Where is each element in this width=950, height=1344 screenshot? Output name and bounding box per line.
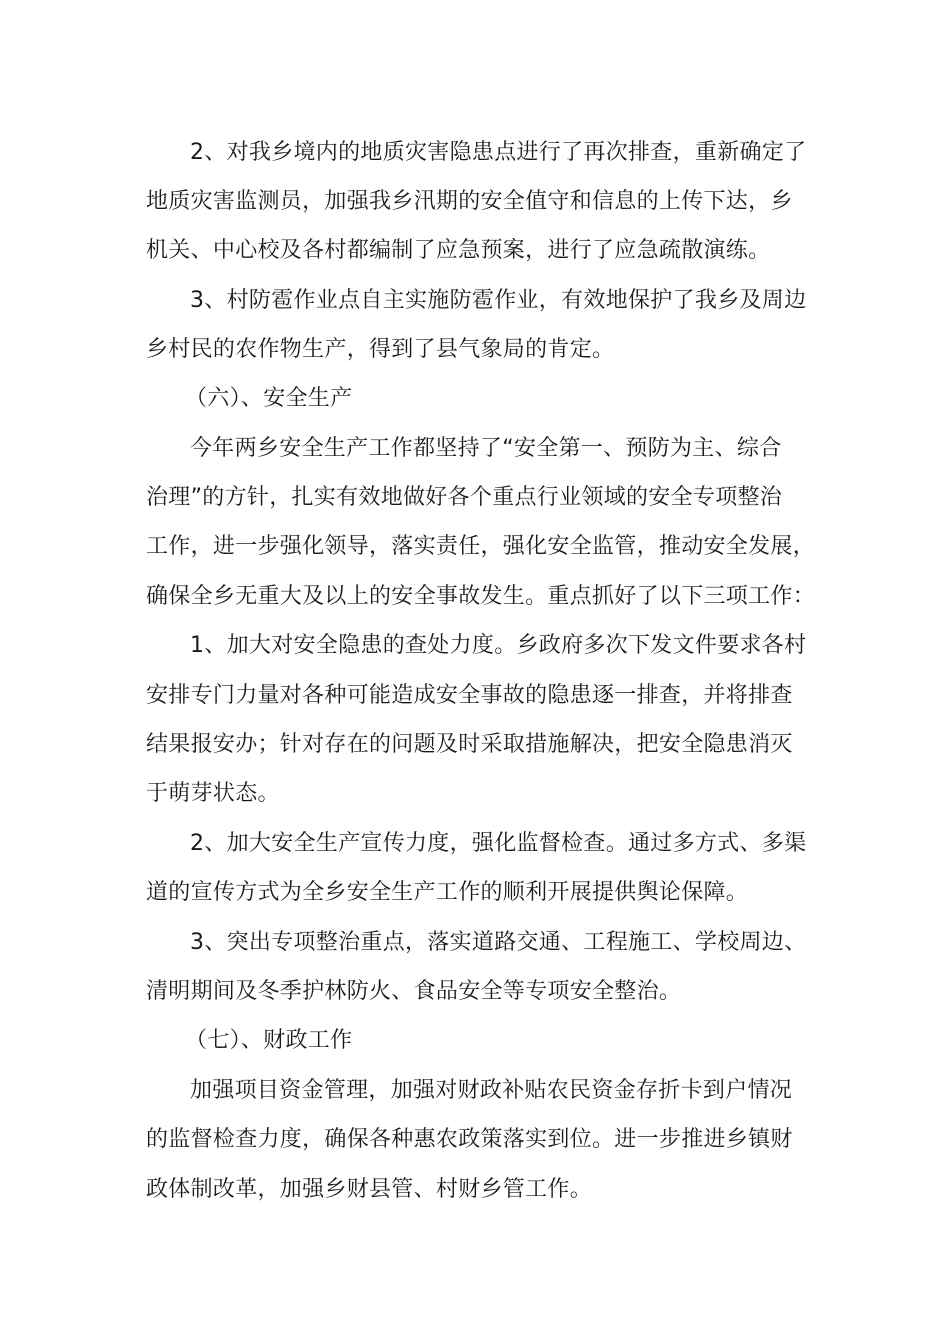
text-line: 工作，进一步强化领导，落实责任，强化安全监管，推动安全发展，	[146, 534, 816, 559]
text-line: 今年两乡安全生产工作都坚持了“安全第一、预防为主、综合	[190, 436, 782, 461]
text-line: 安排专门力量对各种可能造成安全事故的隐患逐一排查，并将排查	[146, 683, 793, 708]
text-line: 加强项目资金管理，加强对财政补贴农民资金存折卡到户情况	[190, 1078, 793, 1103]
text-line: 清明期间及冬季护林防火、食品安全等专项安全整治。	[146, 979, 682, 1004]
text-line: 机关、中心校及各村都编制了应急预案，进行了应急疏散演练。	[146, 238, 771, 263]
text-line: 的监督检查力度，确保各种惠农政策落实到位。进一步推进乡镇财	[146, 1127, 793, 1152]
section-heading: （七）、财政工作	[185, 1028, 353, 1053]
text-line: 2、对我乡境内的地质灾害隐患点进行了再次排查，重新确定了	[190, 140, 807, 165]
text-line: 于萌芽状态。	[146, 781, 280, 806]
text-line: 地质灾害监测员，加强我乡汛期的安全值守和信息的上传下达，乡	[146, 189, 793, 214]
text-line: 2、加大安全生产宣传力度，强化监督检查。通过多方式、多渠	[190, 831, 807, 856]
text-line: 确保全乡无重大及以上的安全事故发生。重点抓好了以下三项工作：	[146, 584, 816, 609]
text-line: 乡村民的农作物生产，得到了县气象局的肯定。	[146, 337, 615, 362]
text-line: 3、突出专项整治重点，落实道路交通、工程施工、学校周边、	[190, 930, 807, 955]
text-line: 1、加大对安全隐患的查处力度。乡政府多次下发文件要求各村	[190, 633, 807, 658]
text-line: 结果报安办；针对存在的问题及时采取措施解决，把安全隐患消灭	[146, 732, 793, 757]
text-line: 道的宣传方式为全乡安全生产工作的顺利开展提供舆论保障。	[146, 880, 749, 905]
text-line: 3、村防雹作业点自主实施防雹作业，有效地保护了我乡及周边	[190, 288, 807, 313]
text-line: 治理”的方针，扎实有效地做好各个重点行业领域的安全专项整治	[146, 485, 783, 510]
section-heading: （六）、安全生产	[185, 386, 353, 411]
text-line: 政体制改革，加强乡财县管、村财乡管工作。	[146, 1177, 593, 1202]
